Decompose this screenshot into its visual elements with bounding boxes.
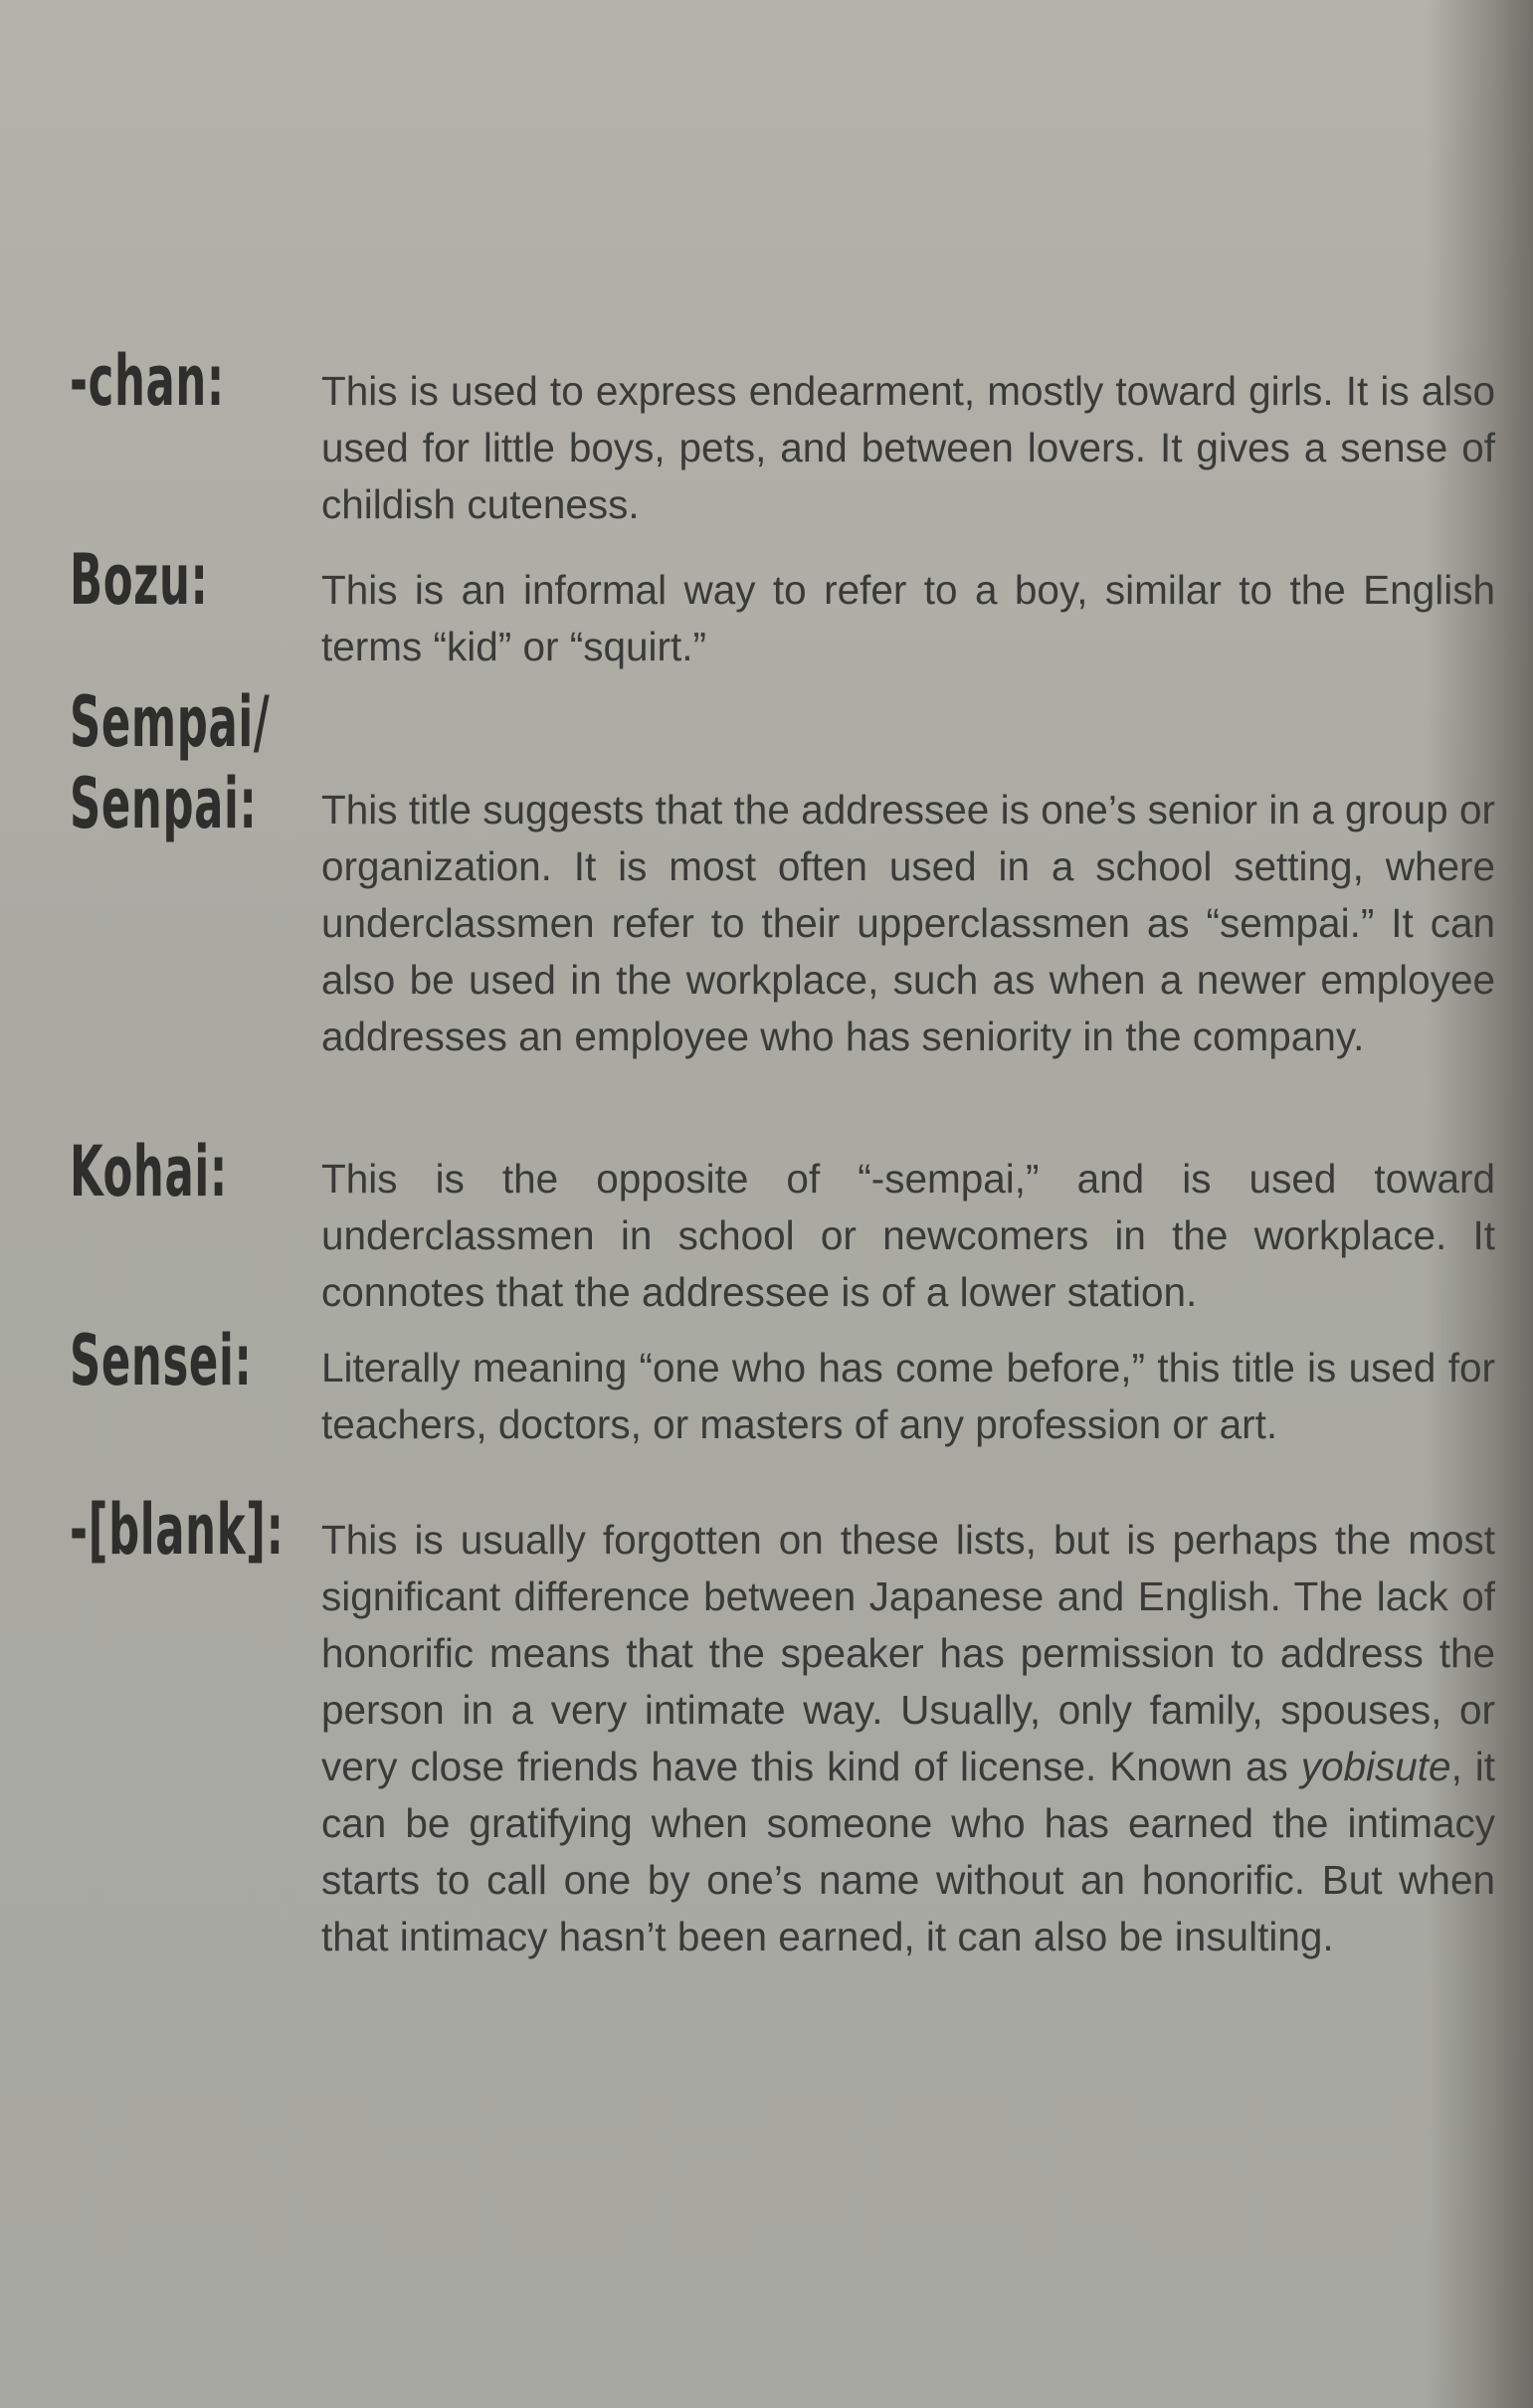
term-line: Kohai: [70,1131,228,1212]
definition-bozu: This is an informal way to refer to a boy, similar to the English terms “kid” or “squirt.” [321,567,1495,669]
term-line: Sensei: [70,1320,253,1401]
definition-text: This is usually forgotten on these lists, but is perhaps the most significant difference between Japanese and English. The lack of honorific means that the speaker has permission to address the person in a very intimate way. Usually, only family, spouses, or very close friends have this kind of license. Known as [321,1517,1495,1789]
definition-blank [321,1512,1495,1965]
definition-kohai: This is the opposite of “-sempai,” and is used toward underclassmen in school or newcomers in the workplace. It connotes that the addressee is of a lower station. [321,1156,1495,1315]
definition-italic-term: yobisute [1300,1744,1451,1789]
definition-sensei: Literally meaning “one who has come before,” this title is used for teachers, doctors, or masters of any profession or art. [321,1345,1495,1447]
term-line: -[blank]: [70,1489,285,1571]
term-bozu [70,539,209,621]
definition-chan: This is used to express endearment, mostly toward girls. It is also used for little boys, pets, and between lovers. It gives a sense of childish cuteness. [321,368,1495,527]
definition-sempai: This title suggests that the addressee is one’s senior in a group or organization. It is most often used in a school setting, where underclassmen refer to their upperclassmen as “sempai.” It can also be used in the workplace, such as when a newer employee addresses an employee who has seniority in the company. [321,787,1495,1059]
term-kohai [70,1131,228,1212]
term-sempai [70,681,270,844]
term-sensei [70,1320,253,1401]
term-blank [70,1489,285,1571]
term-line: Bozu: [70,539,209,621]
term-line: Sempai/ [70,681,271,763]
term-chan [70,340,225,422]
term-line: -chan: [70,340,225,422]
term-line: Senpai: [70,763,258,844]
definition-text: , it can be gratifying when someone who has earned the intimacy starts to call one by one’s name without an honorific. But when that intimacy hasn’t been earned, it can also be insulting. [321,1744,1495,1959]
